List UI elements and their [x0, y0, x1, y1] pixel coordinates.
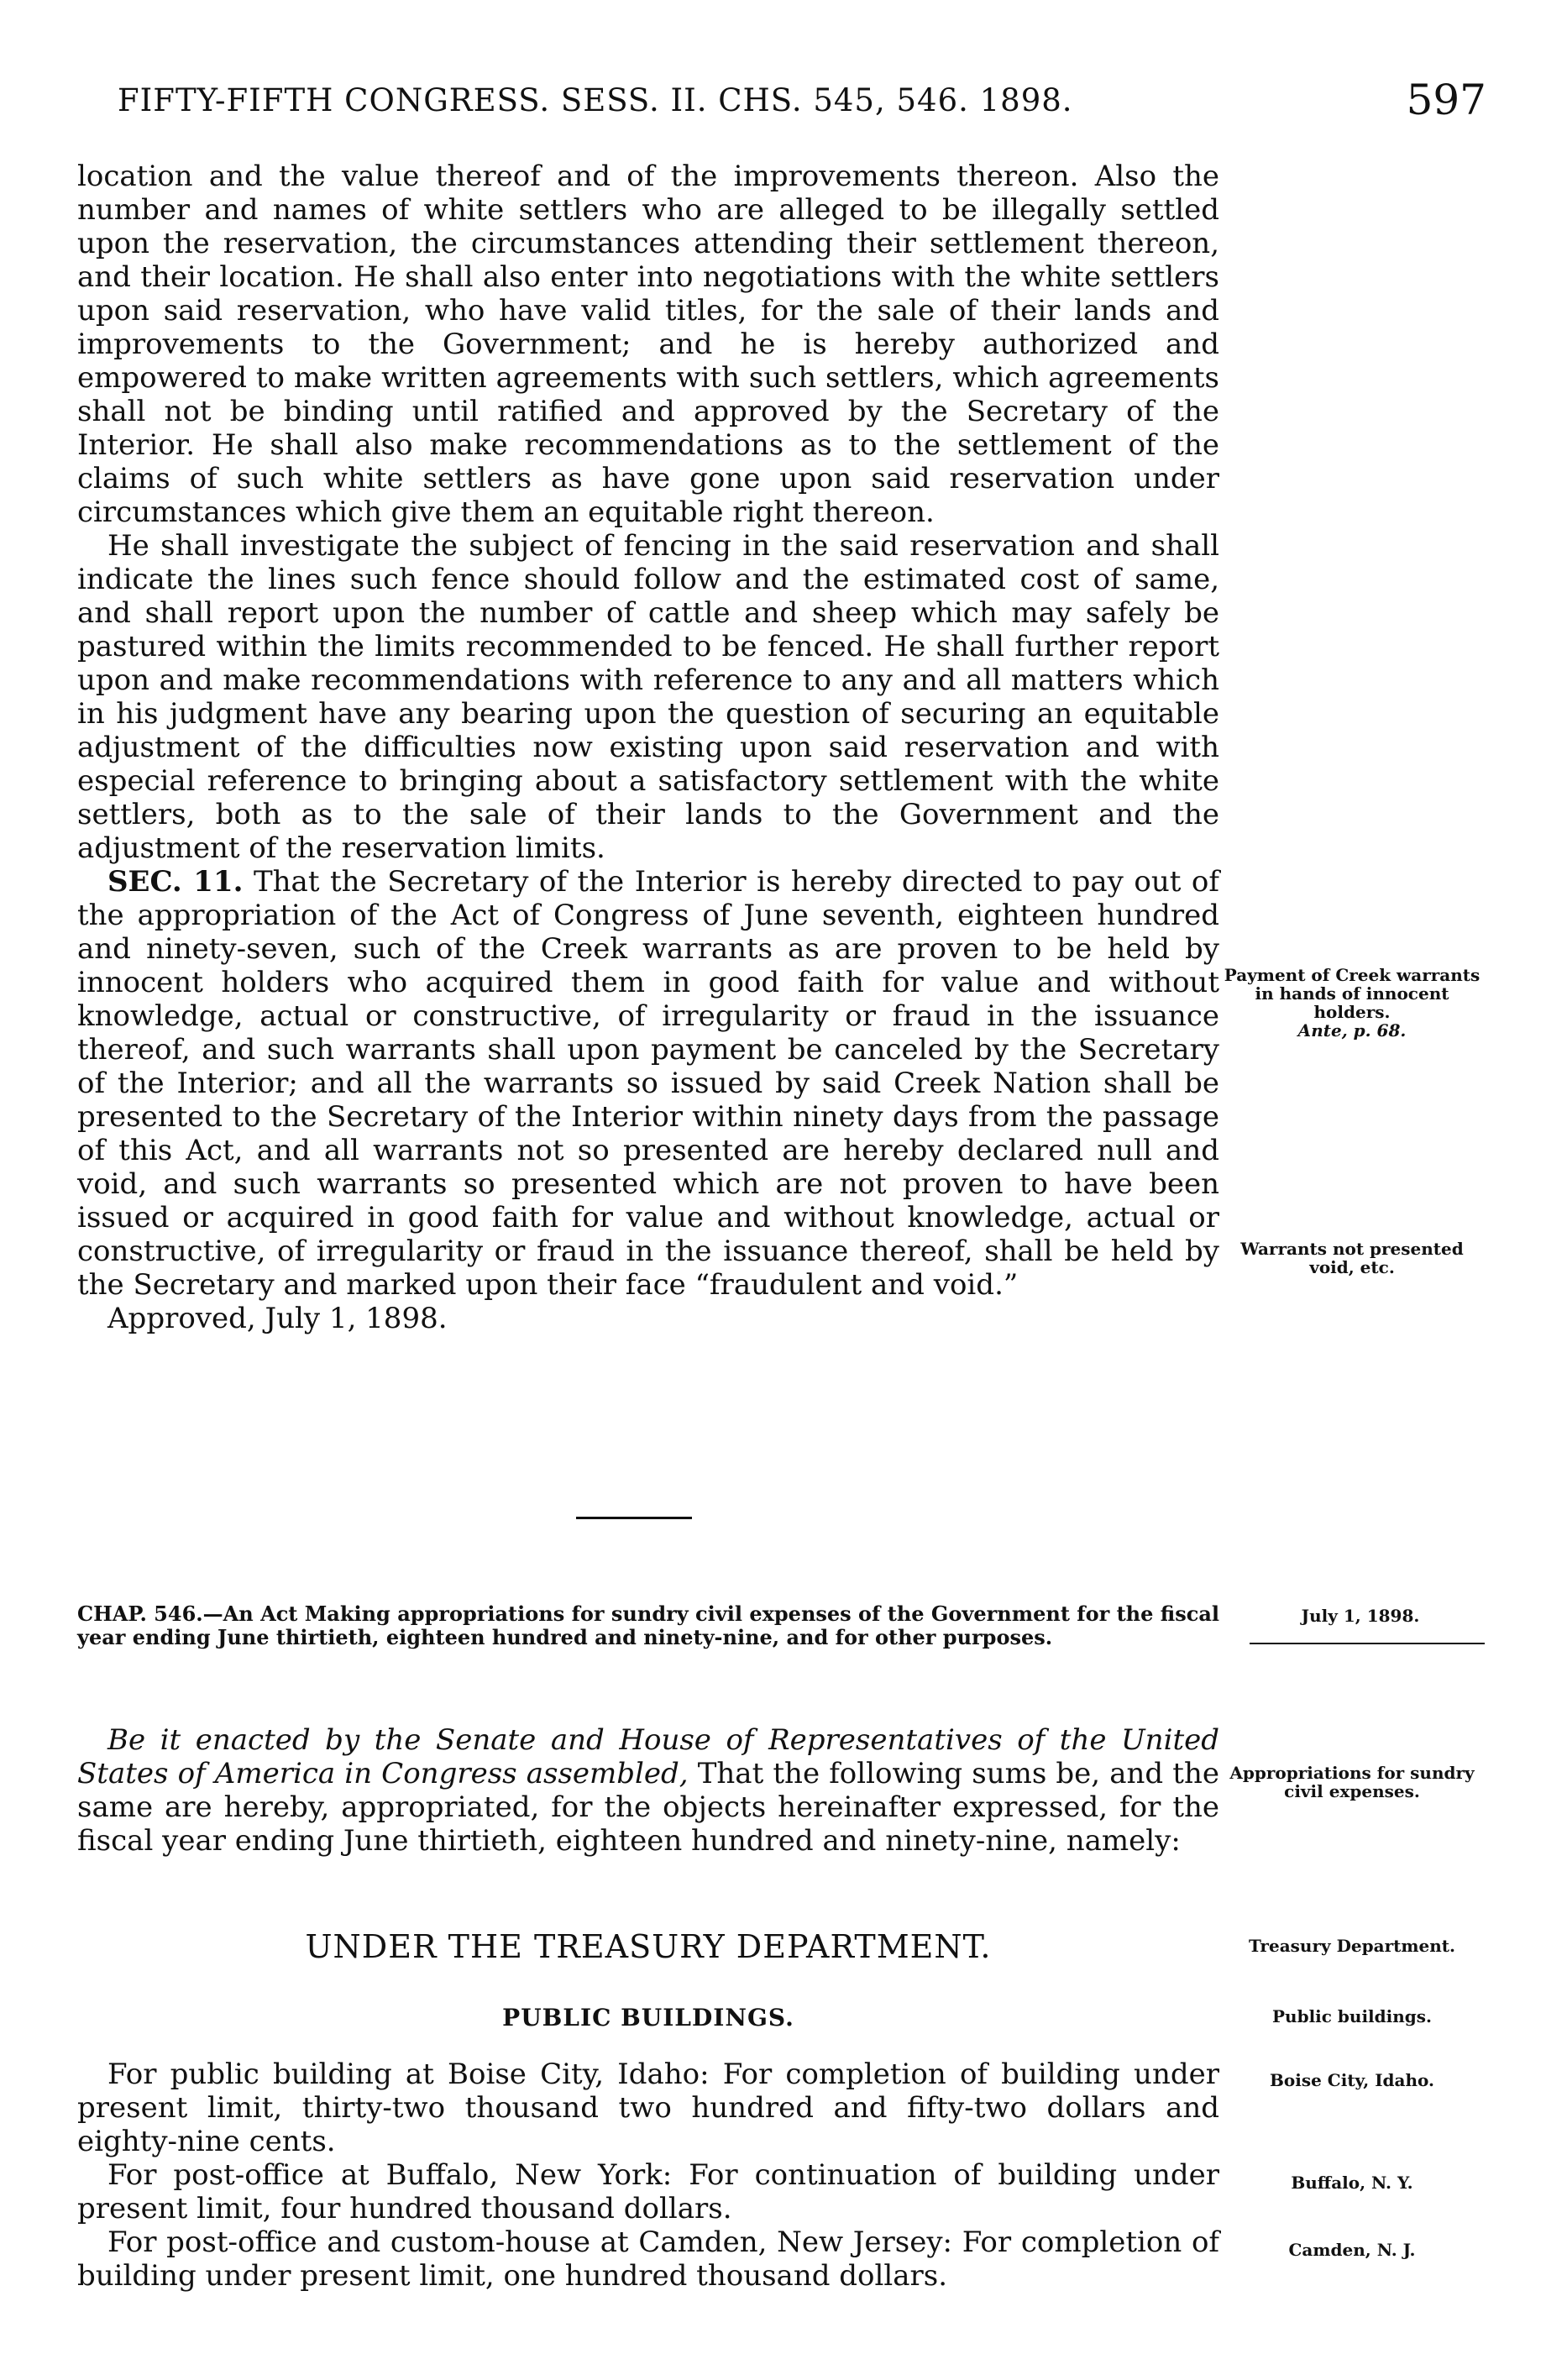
enacting-paragraph: [77, 1723, 1219, 1858]
margin-note-date: July 1, 1898.: [1301, 1606, 1420, 1626]
paragraph-section-11: [77, 865, 1219, 1302]
item-buffalo: For post-office at Buffalo, New York: For continuation of building under present limit, four hundred thousand dollars.: [77, 2158, 1219, 2225]
margin-note-boise: Boise City, Idaho.: [1270, 2070, 1434, 2090]
margin-note-payment: [1222, 966, 1482, 1040]
item-boise: For public building at Boise City, Idaho: For completion of building under present limit, thirty-two thousand two hundred and fifty-two dollars and eighty-nine cents.: [77, 2058, 1219, 2158]
margin-note-warrants-void: Warrants not presented void, etc.: [1240, 1239, 1464, 1277]
enacting-text: That the following sums be, and the same are hereby, appropriated, for the objects hereinafter expressed, for the fiscal year ending June thirtieth, eighteen hundred and ninety-nine, namely:: [77, 1757, 1219, 1858]
margin-note-camden: Camden, N. J.: [1288, 2240, 1416, 2260]
heading-public-buildings: PUBLIC BUILDINGS.: [502, 2004, 794, 2031]
chapter-label: CHAP. 546.: [77, 1602, 203, 1626]
margin-note-appropriations: Appropriations for sundry civil expenses.: [1229, 1763, 1475, 1801]
paragraph-fencing: He shall investigate the subject of fencing in the said reservation and shall indicate the lines such fence should follow and the estimated cost of same, and shall report upon the number of cattle and sheep which may safely be pastured within the limits recommended to be fenced. He shall further report upon and make recommendations with reference to any and all matters which in his judgment have any bearing upon the question of securing an equitable adjustment of the difficulties now existing upon said reservation and with especial reference to bringing about a satisfactory settlement with the white settlers, both as to the sale of their lands to the Government and the adjustment of the reservation limits.: [77, 529, 1219, 865]
enacting-italic: Be it enacted by the Senate and House of Representatives of the United States of America in Congress assembled,: [77, 1723, 1219, 1790]
appropriation-items: [77, 2058, 1219, 2293]
approved-date: Approved, July 1, 1898.: [107, 1302, 448, 1335]
section-11-label: SEC. 11.: [107, 865, 244, 899]
margin-note-payment-text: Payment of Creek warrants in hands of innocent holders.: [1224, 965, 1480, 1022]
paragraph-settlers: location and the value thereof and of the improvements thereon. Also the number and names of white settlers who are alleged to be illegally settled upon the reservation, the circumstances attending their settlement thereon, and their location. He shall also enter into negotiations with the white settlers upon said reservation, who have valid titles, for the sale of their lands and improvements to the Government; and he is hereby authorized and empowered to make written agreements with such settlers, which agreements shall not be binding until ratified and approved by the Secretary of the Interior. He shall also make recommendations as to the settlement of the claims of such white settlers as have gone upon said reservation under circumstances which give them an equitable right thereon.: [77, 160, 1219, 529]
running-head: FIFTY-FIFTH CONGRESS. SESS. II. CHS. 545, 546. 1898.: [118, 82, 1073, 118]
chapter-title-text: —An Act Making appropriations for sundry civil expenses of the Government for the fiscal year ending June thirtieth, eighteen hundred and ninety-nine, and for other purposes.: [77, 1602, 1219, 1649]
reservation-paragraphs: [77, 160, 1219, 1335]
margin-note-payment-ref: Ante, p. 68.: [1297, 1020, 1407, 1041]
margin-note-treasury: Treasury Department.: [1249, 1936, 1455, 1956]
item-camden: For post-office and custom-house at Camden, New Jersey: For completion of building under present limit, one hundred thousand dollars.: [77, 2225, 1219, 2293]
section-11-text: That the Secretary of the Interior is hereby directed to pay out of the appropriation of the Act of Congress of June seventh, eighteen hundred and ninety-seven, such of the Creek warrants as are proven to be held by innocent holders who acquired them in good faith for value and without knowledge, actual or constructive, of irregularity or fraud in the issuance thereof, and such warrants shall upon payment be canceled by the Secretary of the Interior; and all the warrants so issued by said Creek Nation shall be presented to the Secretary of the Interior within ninety days from the passage of this Act, and all warrants not so presented are hereby declared null and void, and such warrants so presented which are not proven to have been issued or acquired in good faith for value and without knowledge, actual or constructive, of irregularity or fraud in the issuance thereof, shall be held by the Secretary and marked upon their face “fraudulent and void.”: [77, 865, 1219, 1302]
enacting-clause: [77, 1723, 1219, 1858]
chapter-title: [77, 1602, 1219, 1649]
heading-treasury: UNDER THE TREASURY DEPARTMENT.: [305, 1928, 992, 1965]
page-header: [118, 76, 1486, 133]
section-divider: [576, 1517, 692, 1519]
margin-note-buffalo: Buffalo, N. Y.: [1291, 2173, 1413, 2193]
page-number: 597: [1406, 76, 1486, 124]
margin-note-public-buildings: Public buildings.: [1272, 2006, 1432, 2026]
date-rule: [1250, 1643, 1485, 1644]
